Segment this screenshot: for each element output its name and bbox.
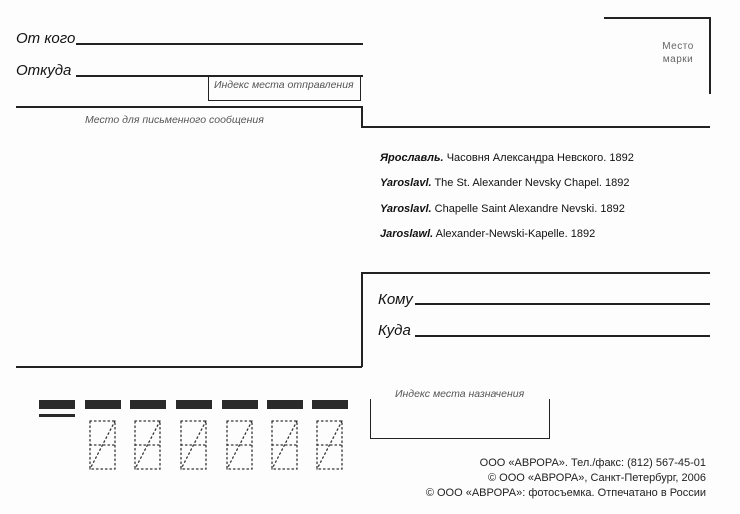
stamp-label-line1: Место bbox=[662, 41, 694, 52]
divider-left bbox=[16, 106, 362, 108]
caption-fr-place: Yaroslavl. bbox=[380, 203, 432, 215]
code-bar-1 bbox=[39, 400, 75, 409]
bottom-divider bbox=[16, 366, 362, 368]
caption-de-place: Jaroslawl. bbox=[380, 228, 434, 240]
caption-de-text: Alexander-Newski-Kapelle. 1892 bbox=[435, 228, 596, 240]
code-bar-2 bbox=[85, 400, 121, 409]
where-from-label: Откуда bbox=[16, 62, 72, 79]
stamp-label-line2: марки bbox=[662, 54, 694, 65]
where-to-line[interactable] bbox=[415, 335, 710, 337]
code-bar-6 bbox=[267, 400, 303, 409]
postcode-digit-2[interactable] bbox=[133, 419, 162, 471]
to-line[interactable] bbox=[415, 303, 710, 305]
caption-fr bbox=[380, 203, 625, 215]
imprint-line-3: © ООО «АВРОРА»: фотосъемка. Отпечатано в России bbox=[425, 487, 706, 499]
caption-ru-text: Часовня Александра Невского. 1892 bbox=[446, 152, 634, 164]
imprint-line-2: © ООО «АВРОРА», Санкт-Петербург, 2006 bbox=[487, 472, 706, 484]
recipient-left-line bbox=[361, 272, 363, 367]
destination-index-box[interactable] bbox=[370, 399, 550, 439]
destination-index-label: Индекс места назначения bbox=[395, 388, 525, 400]
imprint bbox=[426, 456, 706, 501]
divider-step bbox=[361, 106, 363, 127]
stamp-box-right bbox=[709, 17, 711, 94]
origin-index-label: Индекс места отправления bbox=[214, 79, 354, 91]
postcode-digit-1[interactable] bbox=[88, 419, 117, 471]
caption-ru-place: Ярославль. bbox=[380, 152, 444, 164]
caption-en-place: Yaroslavl. bbox=[380, 177, 432, 189]
imprint-line-1: ООО «АВРОРА». Тел./факс: (812) 567-45-01 bbox=[479, 457, 706, 469]
divider-right bbox=[361, 126, 710, 128]
to-label: Кому bbox=[378, 291, 413, 308]
stamp-box-top bbox=[604, 17, 710, 19]
postcode-digit-5[interactable] bbox=[270, 419, 299, 471]
code-bar-3 bbox=[130, 400, 166, 409]
caption-en bbox=[380, 177, 630, 189]
code-bar-underline bbox=[39, 414, 75, 417]
code-bar-4 bbox=[176, 400, 212, 409]
postcode-digit-6[interactable] bbox=[315, 419, 344, 471]
from-label: От кого bbox=[16, 30, 76, 47]
message-area-label: Место для письменного сообщения bbox=[85, 114, 264, 126]
caption-ru bbox=[380, 152, 634, 164]
postcode-digit-3[interactable] bbox=[179, 419, 208, 471]
where-to-label: Куда bbox=[378, 322, 411, 339]
from-line[interactable] bbox=[76, 43, 363, 45]
code-bar-5 bbox=[222, 400, 258, 409]
recipient-top-line bbox=[361, 272, 710, 274]
stamp-place-label bbox=[648, 40, 708, 66]
caption-de bbox=[380, 228, 595, 240]
postcode-digit-4[interactable] bbox=[225, 419, 254, 471]
caption-fr-text: Chapelle Saint Alexandre Nevski. 1892 bbox=[434, 203, 625, 215]
caption-en-text: The St. Alexander Nevsky Chapel. 1892 bbox=[434, 177, 630, 189]
code-bar-7 bbox=[312, 400, 348, 409]
